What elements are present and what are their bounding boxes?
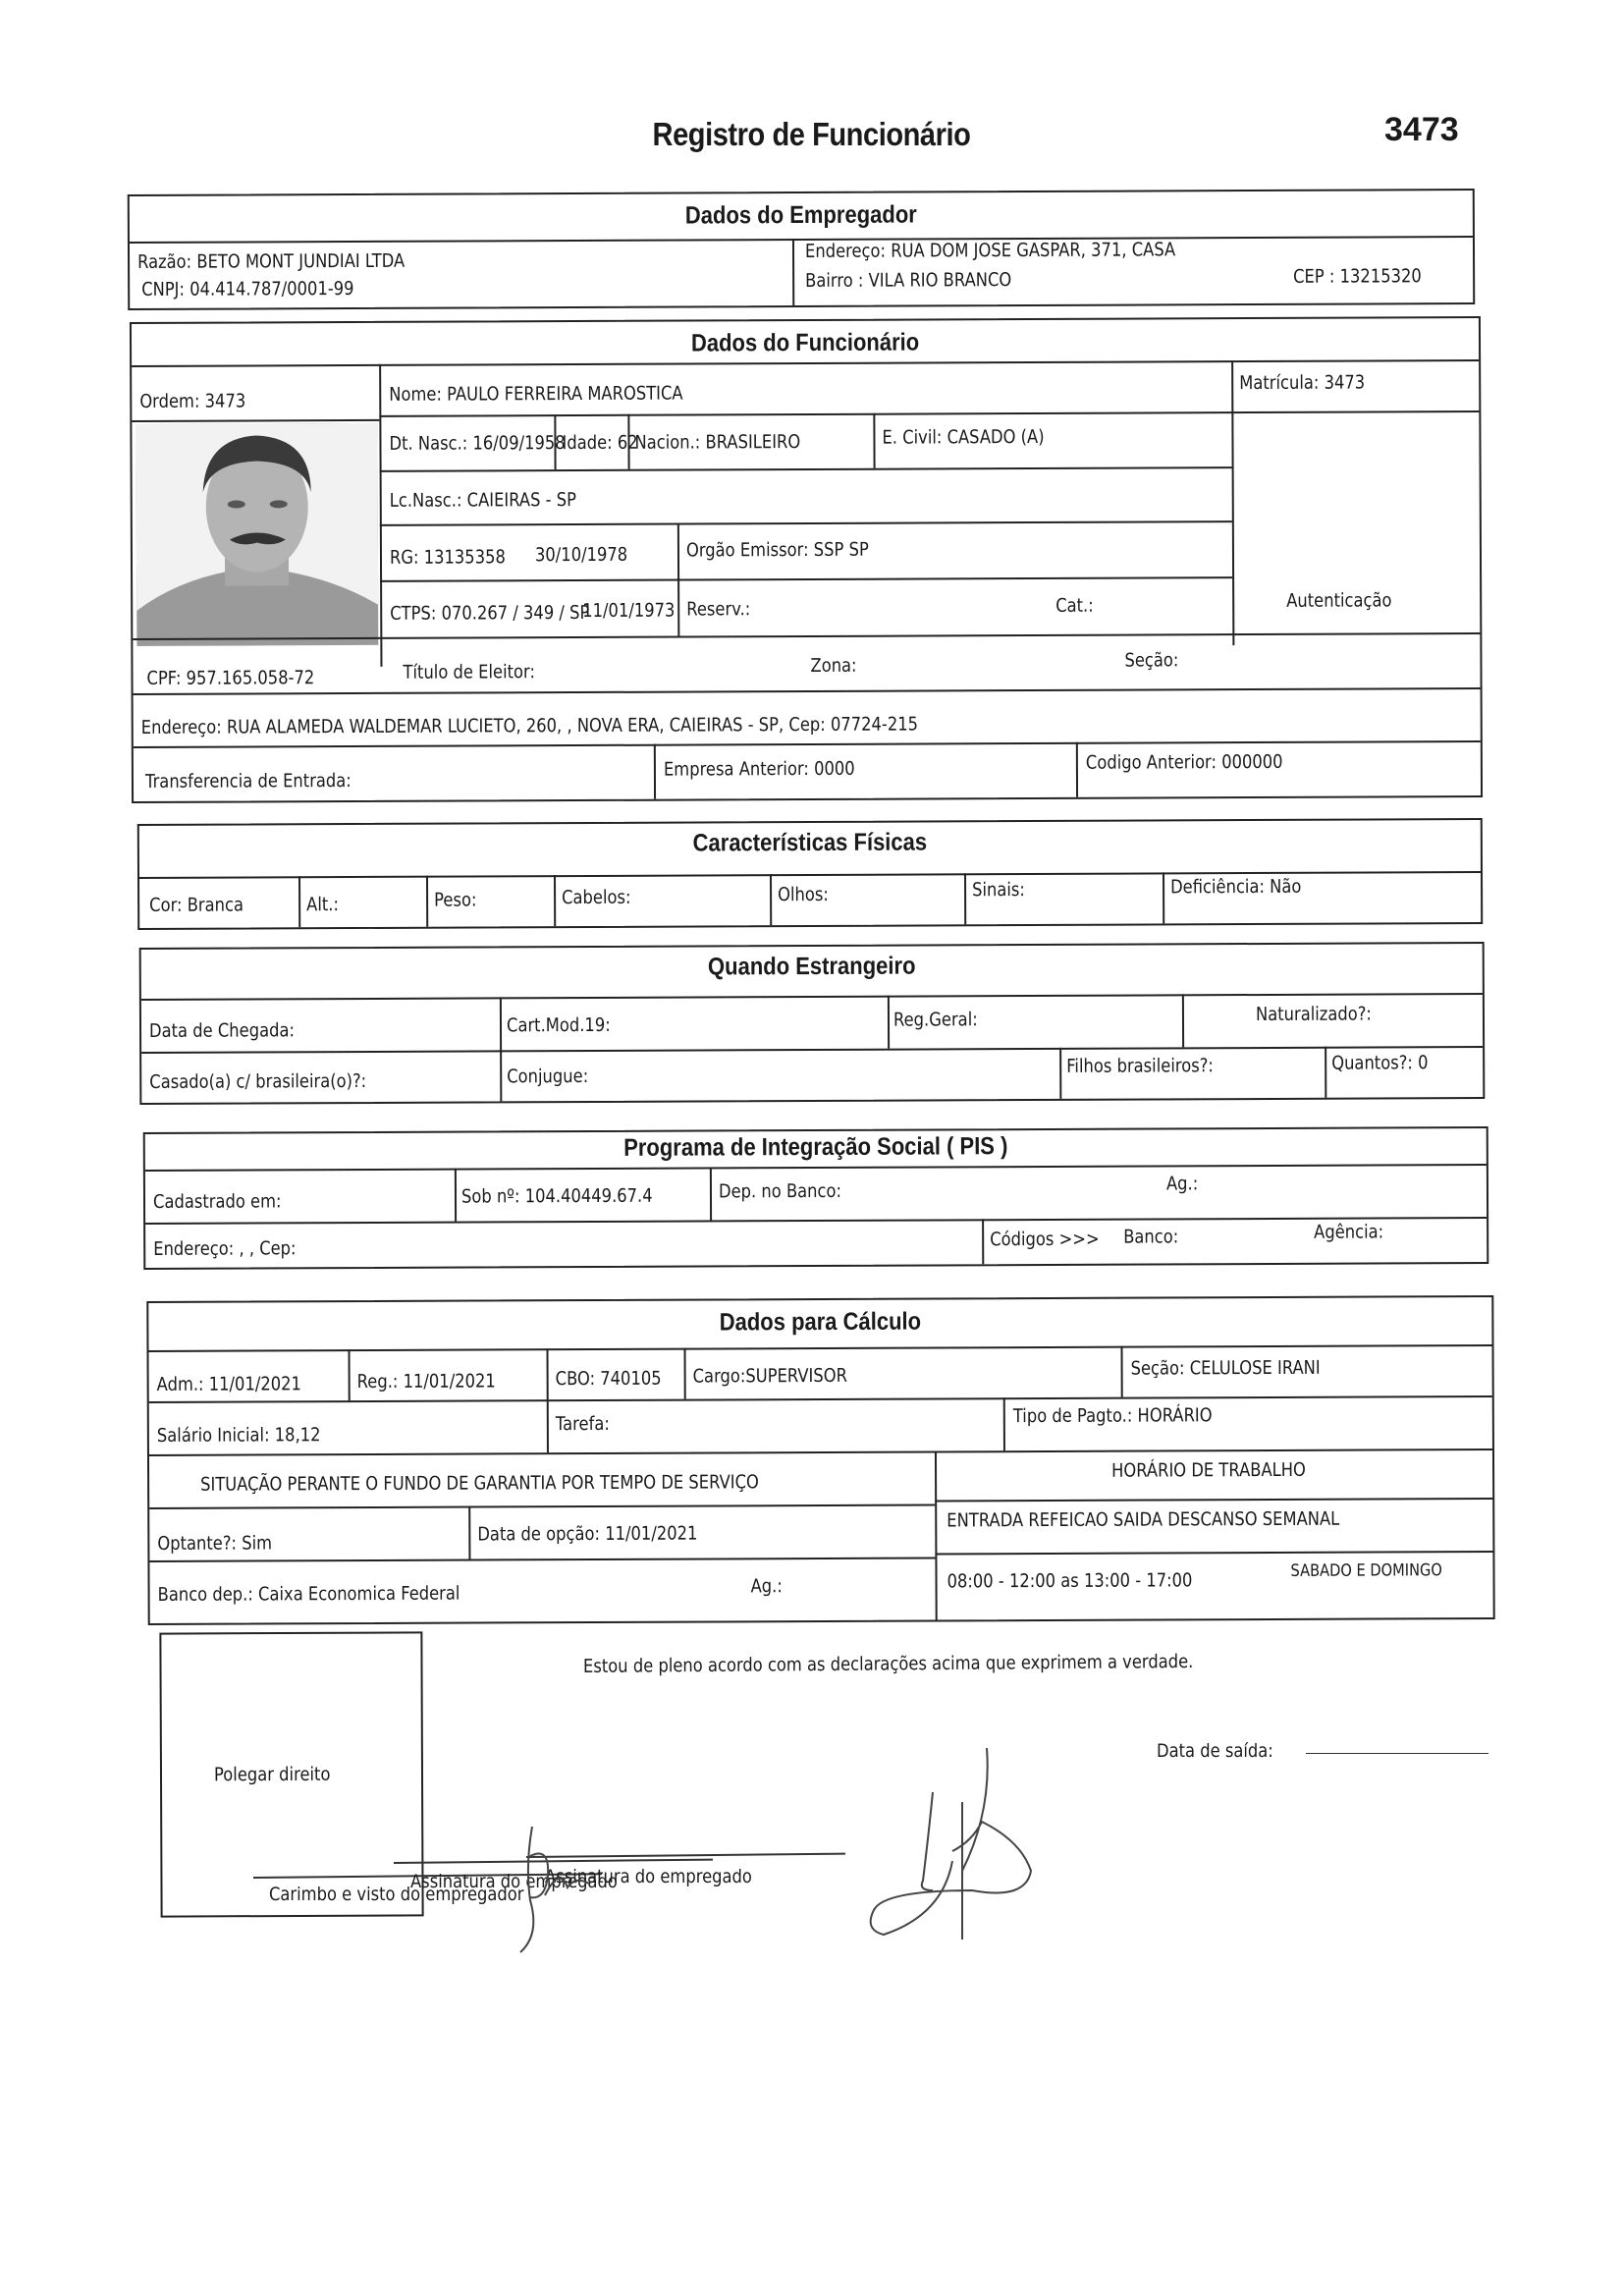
category: Cat.:: [1055, 594, 1094, 617]
employer-signature-icon: [491, 1807, 648, 1954]
declaration-text: Estou de pleno acordo com as declarações acima que exprimem a verdade.: [582, 1650, 1194, 1677]
payment-type: Tipo de Pagto.: HORÁRIO: [1012, 1404, 1213, 1428]
pis-section: [143, 1126, 1489, 1270]
birth-date: Dt. Nasc.: 16/09/1958: [389, 432, 566, 455]
employee-signature-label-1: Assinatura do empregado: [410, 1871, 618, 1892]
section-title-physical: Características Físicas: [692, 828, 928, 857]
option-date: Data de opção: 11/01/2021: [477, 1522, 698, 1546]
department: Seção: CELULOSE IRANI: [1130, 1356, 1321, 1380]
zone: Zona:: [810, 654, 857, 677]
brazilian-children: Filhos brasileiros?:: [1066, 1055, 1214, 1077]
weight: Peso:: [434, 889, 477, 911]
married-to-brazilian: Casado(a) c/ brasileira(o)?:: [149, 1069, 367, 1093]
card-mod-19: Cart.Mod.19:: [506, 1013, 611, 1037]
fgts-title: SITUAÇÃO PERANTE O FUNDO DE GARANTIA POR TEMPO DE SERVIÇO: [200, 1471, 759, 1496]
initial-salary: Salário Inicial: 18,12: [156, 1424, 321, 1447]
children-count: Quantos?: 0: [1331, 1052, 1429, 1074]
rg-date: 30/10/1978: [534, 543, 628, 567]
exit-date-line[interactable]: [1306, 1753, 1488, 1754]
registered-on: Cadastrado em:: [152, 1190, 282, 1213]
task: Tarefa:: [555, 1412, 610, 1436]
bank-code: Banco:: [1123, 1226, 1179, 1248]
employer-cep: CEP : 13215320: [1293, 265, 1422, 288]
page-title: Registro de Funcionário: [652, 116, 971, 152]
work-schedule-title: HORÁRIO DE TRABALHO: [1111, 1458, 1306, 1482]
height: Alt.:: [306, 894, 340, 916]
previous-company: Empresa Anterior: 0000: [663, 757, 855, 781]
skin-color: Cor: Branca: [149, 894, 244, 916]
employer-section: [128, 189, 1476, 310]
employer-address: Endereço: RUA DOM JOSE GASPAR, 371, CASA: [804, 239, 1176, 262]
record-number: 3473: [1384, 111, 1459, 148]
registration-date: Reg.: 11/01/2021: [356, 1370, 496, 1394]
ctps: CTPS: 070.267 / 349 / SP: [390, 601, 590, 625]
section-title-employer: Dados do Empregador: [684, 200, 917, 230]
cbo: CBO: 740105: [555, 1367, 662, 1391]
general-registry: Reg.Geral:: [893, 1009, 978, 1031]
ordem: Ordem: 3473: [139, 390, 246, 412]
bank-deposit: Dep. no Banco:: [718, 1179, 842, 1203]
eyes: Olhos:: [778, 883, 829, 906]
schedule-times: 08:00 - 12:00 as 13:00 - 17:00: [947, 1569, 1193, 1593]
authentication: Autenticação: [1286, 589, 1392, 612]
ctps-date: 11/01/1973: [582, 599, 676, 622]
rg: RG: 13135358: [389, 546, 506, 569]
codes-label: Códigos >>>: [990, 1228, 1100, 1251]
thumbprint-label: Polegar direito: [213, 1763, 331, 1786]
spouse: Conjugue:: [507, 1065, 589, 1088]
weekly-rest: SABADO E DOMINGO: [1290, 1560, 1442, 1581]
section-title-calculation: Dados para Cálculo: [719, 1307, 922, 1337]
transfer-in: Transferencia de Entrada:: [144, 770, 352, 793]
job-title: Cargo:SUPERVISOR: [692, 1364, 847, 1388]
birth-place: Lc.Nasc.: CAIEIRAS - SP: [389, 489, 576, 512]
section-title-employee: Dados do Funcionário: [690, 328, 920, 357]
admission-date: Adm.: 11/01/2021: [156, 1373, 301, 1395]
deposit-agency: Ag.:: [750, 1575, 783, 1598]
marital-status: E. Civil: CASADO (A): [882, 425, 1045, 449]
arrival-date: Data de Chegada:: [148, 1019, 296, 1042]
hair: Cabelos:: [562, 886, 631, 909]
employer-neighborhood: Bairro : VILA RIO BRANCO: [805, 269, 1012, 292]
pis-number: Sob nº: 104.40449.67.4: [460, 1184, 653, 1208]
pis-address: Endereço: , , Cep:: [153, 1237, 297, 1260]
section-number: Seção:: [1124, 649, 1179, 672]
foreigner-section: [139, 942, 1486, 1105]
section-title-pis: Programa de Integração Social ( PIS ): [623, 1132, 1008, 1162]
section-title-foreigner: Quando Estrangeiro: [707, 952, 916, 981]
razao-social: Razão: BETO MONT JUNDIAI LTDA: [137, 249, 406, 273]
nationality: Nacion.: BRASILEIRO: [634, 431, 801, 454]
naturalized: Naturalizado?:: [1255, 1003, 1372, 1026]
exit-date-label: Data de saída:: [1157, 1740, 1273, 1762]
physical-section: [137, 818, 1483, 930]
disability: Deficiência: Não: [1170, 875, 1302, 899]
cpf: CPF: 957.165.058-72: [146, 667, 315, 689]
previous-code: Codigo Anterior: 000000: [1085, 750, 1283, 774]
employee-signature-label-2: Assinatura do empregado: [545, 1866, 752, 1887]
deposit-bank: Banco dep.: Caixa Economica Federal: [157, 1582, 460, 1606]
employee-name: Nome: PAULO FERREIRA MAROSTICA: [389, 382, 683, 406]
pis-agency: Ag.:: [1165, 1173, 1199, 1195]
age: Idade: 62: [562, 431, 638, 455]
employee-address: Endereço: RUA ALAMEDA WALDEMAR LUCIETO, 260, , NOVA ERA, CAIEIRAS - SP, Cep: 07724-215: [140, 713, 919, 738]
calculation-section: [146, 1295, 1494, 1625]
employer-stamp-label: Carimbo e visto do empregador: [269, 1884, 524, 1905]
fgts-optant: Optante?: Sim: [157, 1532, 273, 1555]
schedule-headers: ENTRADA REFEICAO SAIDA DESCANSO SEMANAL: [947, 1507, 1340, 1532]
agency-code: Agência:: [1314, 1221, 1384, 1243]
marks: Sinais:: [972, 879, 1025, 902]
employee-photo: [135, 423, 378, 646]
reservist: Reserv.:: [686, 598, 751, 621]
voter-id: Título de Eleitor:: [403, 661, 535, 683]
employee-section: [130, 316, 1483, 803]
issuing-agency: Orgão Emissor: SSP SP: [685, 538, 869, 562]
employee-signature-icon: [825, 1743, 1060, 1940]
cnpj: CNPJ: 04.414.787/0001-99: [141, 277, 354, 301]
matricula: Matrícula: 3473: [1239, 371, 1366, 395]
